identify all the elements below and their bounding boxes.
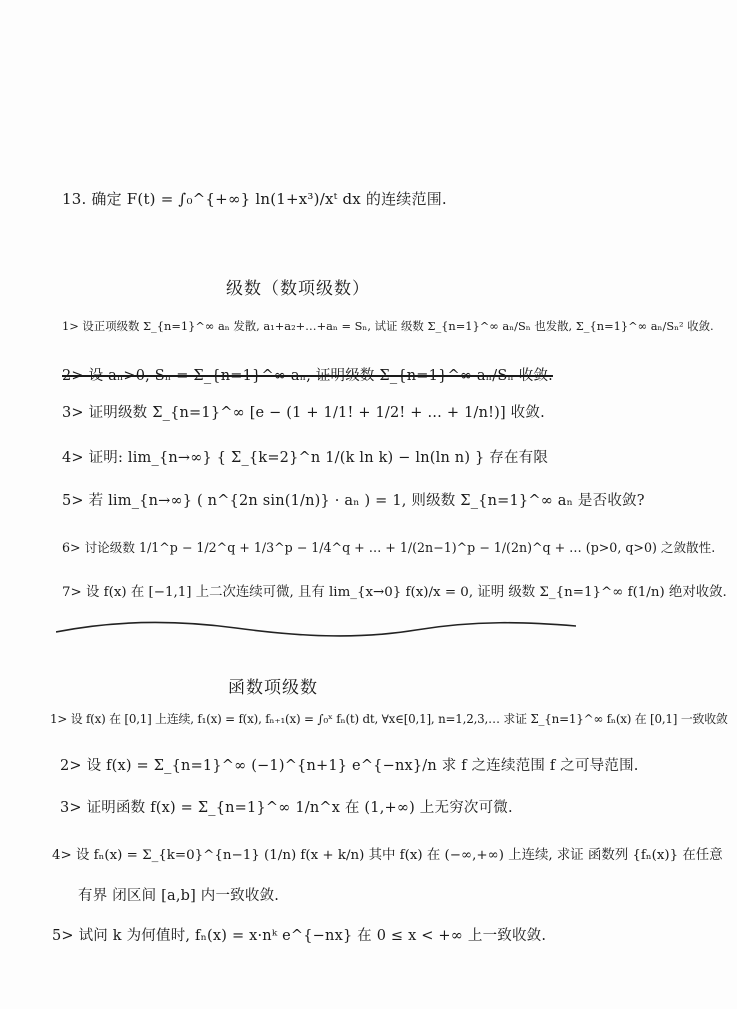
series-item-5: 5> 若 lim_{n→∞} ( n^{2n sin(1/n)} · aₙ ) = 1, 则级数 Σ_{n=1}^∞ aₙ 是否收敛? xyxy=(62,493,645,509)
series-item-6: 6> 讨论级数 1/1^p − 1/2^q + 1/3^p − 1/4^q + … + 1/(2n−1)^p − 1/(2n)^q + … (p>0, q>0) 之敛散性. xyxy=(62,540,716,555)
section-heading-numeric-series: 级数（数项级数） xyxy=(226,279,370,299)
function-series-item-1: 1> 设 f(x) 在 [0,1] 上连续, f₁(x) = f(x), fₙ₊₁(x) = ∫₀ˣ fₙ(t) dt, ∀x∈[0,1], n=1,2,3,… 求证 Σ_{n=1}^∞ fₙ(x) 在 [0,1] 一致收敛 xyxy=(50,712,728,726)
problem-13: 13. 确定 F(t) = ∫₀^{+∞} ln(1+x³)/xᵗ dx 的连续范围. xyxy=(62,190,447,208)
series-item-3: 3> 证明级数 Σ_{n=1}^∞ [e − (1 + 1/1! + 1/2! + … + 1/n!)] 收敛. xyxy=(62,405,545,421)
series-item-7: 7> 设 f(x) 在 [−1,1] 上二次连续可微, 且有 lim_{x→0} f(x)/x = 0, 证明 级数 Σ_{n=1}^∞ f(1/n) 绝对收敛. xyxy=(62,585,727,600)
function-series-item-4-continued: 有界 闭区间 [a,b] 内一致收敛. xyxy=(78,888,280,904)
function-series-item-4: 4> 设 fₙ(x) = Σ_{k=0}^{n−1} (1/n) f(x + k/n) 其中 f(x) 在 (−∞,+∞) 上连续, 求证 函数列 {fₙ(x)} 在任意 xyxy=(52,848,723,863)
function-series-item-3: 3> 证明函数 f(x) = Σ_{n=1}^∞ 1/n^x 在 (1,+∞) 上无穷次可微. xyxy=(60,800,513,816)
series-item-2-struck: 2> 设 aₙ>0, Sₙ = Σ_{n=1}^∞ aₙ, 证明级数 Σ_{n=1}^∞ aₙ/Sₙ 收敛. xyxy=(62,368,553,384)
function-series-item-5: 5> 试问 k 为何值时, fₙ(x) = x·nᵏ e^{−nx} 在 0 ≤ x < +∞ 上一致收敛. xyxy=(52,928,547,944)
wavy-divider-line xyxy=(56,618,576,642)
section-heading-function-series: 函数项级数 xyxy=(228,678,318,698)
series-item-4: 4> 证明: lim_{n→∞} { Σ_{k=2}^n 1/(k ln k) − ln(ln n) } 存在有限 xyxy=(62,450,549,466)
series-item-1: 1> 设正项级数 Σ_{n=1}^∞ aₙ 发散, a₁+a₂+…+aₙ = Sₙ, 试证 级数 Σ_{n=1}^∞ aₙ/Sₙ 也发散, Σ_{n=1}^∞ aₙ/Sₙ² 收敛. xyxy=(62,319,714,333)
function-series-item-2: 2> 设 f(x) = Σ_{n=1}^∞ (−1)^{n+1} e^{−nx}/n 求 f 之连续范围 f 之可导范围. xyxy=(60,758,639,774)
